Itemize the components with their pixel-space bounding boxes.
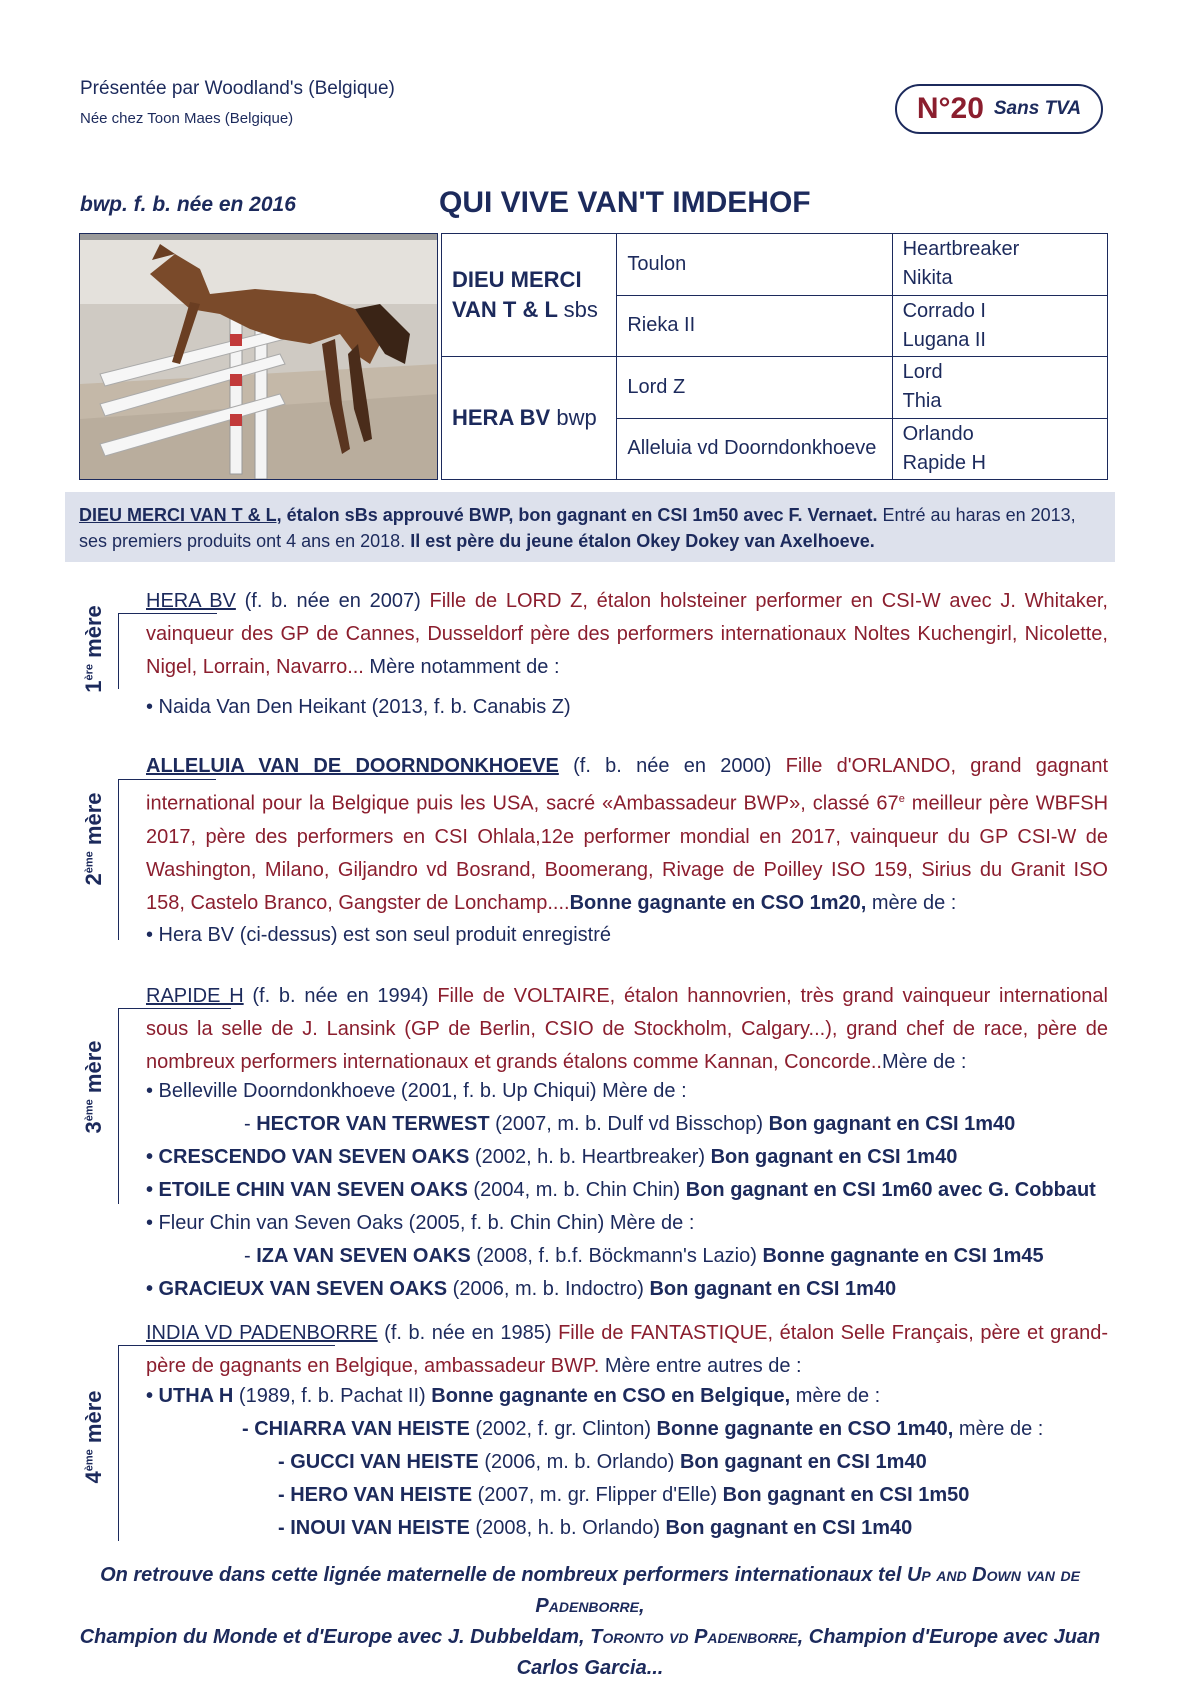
gen4-l5-name: - INOUI VAN HEISTE: [278, 1517, 470, 1539]
gen1-label-num: 1: [81, 680, 106, 693]
gen4-l3-perf: Bon gagnant en CSI 1m40: [674, 1451, 927, 1473]
footer-d: Champion du Monde et d'Europe avec J. Dubbeldam,: [79, 1626, 591, 1648]
gen1-label-word: mère: [81, 605, 106, 664]
gen4-line3: [278, 1451, 927, 1474]
gen4-name: INDIA VD PADENBORRE: [146, 1322, 378, 1344]
dam-suffix: bwp: [556, 405, 597, 430]
gen4-l1-perf: Bonne gagnante en CSO en Belgique,: [425, 1385, 791, 1407]
banner-normal2: ses premiers produits ont 4 ans en 2018.: [79, 531, 406, 551]
gen4-label-word: mère: [81, 1390, 106, 1450]
gen2-mother-of: mère de :: [866, 891, 957, 914]
sire-cell: [442, 234, 617, 357]
gen4-text: [146, 1317, 1108, 1383]
gen4-l2-perf: Bonne gagnante en CSO 1m40,: [651, 1418, 954, 1440]
lot-number: N°20: [916, 92, 984, 125]
gen4-line1: [146, 1385, 880, 1408]
gen3-desc: Fille de VOLTAIRE, étalon hannovrien, très grand vainqueur international sous la selle de J. Lansink (GP de Berlin, CSIO de Stockholm, Calgary...), grand chef de race, père de nombreux performers internationaux et grands étalons comme Kannan, Concorde..: [146, 985, 1108, 1073]
gen4-l2-info: (2002, f. gr. Clinton): [469, 1418, 651, 1440]
banner-sire-name: DIEU MERCI VAN T & L,: [79, 505, 282, 525]
gen1-text: [146, 585, 1108, 684]
sire-dam: Rieka II: [617, 295, 892, 357]
gen2-item: • Hera BV (ci-dessus) est son seul produit enregistré: [146, 924, 611, 946]
ggp-7: Orlando: [902, 422, 974, 445]
ggp-8: Rapide H: [902, 451, 986, 474]
presenter: Présentée par Woodland's (Belgique): [80, 78, 395, 99]
gen2-desc-sup: e: [898, 793, 905, 805]
ggp-cell: [892, 418, 1107, 480]
pedigree-table: [441, 233, 1108, 480]
gen3-label-num: 3: [81, 1121, 106, 1134]
gen4-desc: Fille de FANTASTIQUE, étalon Selle Français, père et grand-père de gagnants en Belgique, ambassadeur BWP.: [146, 1322, 1108, 1377]
ggp-4: Lugana II: [902, 328, 986, 351]
gen3-l2-perf: Bon gagnant en CSI 1m40: [763, 1113, 1016, 1135]
gen4-l1-info: (1989, f. b. Pachat II): [233, 1385, 426, 1407]
gen3-line1: • Belleville Doorndonkhoeve (2001, f. b. Up Chiqui) Mère de :: [146, 1080, 687, 1102]
vat-status: Sans TVA: [993, 98, 1082, 119]
gen3-line5: • Fleur Chin van Seven Oaks (2005, f. b. Chin Chin) Mère de :: [146, 1212, 695, 1234]
ggp-6: Thia: [902, 390, 942, 413]
banner-normal1: Entré au haras en 2013,: [877, 505, 1076, 525]
gen4-l2-tail: mère de :: [953, 1418, 1044, 1440]
gen2-label: [81, 759, 107, 919]
gen1-mother-of: Mère notamment de :: [363, 656, 560, 678]
breeder: Née chez Toon Maes (Belgique): [80, 110, 294, 127]
banner-bold1: étalon sBs approuvé BWP, bon gagnant en CSI 1m50 avec F. Vernaet.: [281, 505, 878, 525]
horse-jumping-image: [80, 234, 438, 480]
gen4-l4-perf: Bon gagnant en CSI 1m50: [717, 1484, 970, 1506]
gen3-line3: [146, 1146, 957, 1169]
dam-sire: Lord Z: [617, 357, 892, 419]
gen3-label: [81, 1007, 107, 1167]
gen3-l3-name: • CRESCENDO VAN SEVEN OAKS: [146, 1146, 470, 1168]
gen3-l4-perf: Bon gagnant en CSI 1m60 avec G. Cobbaut: [680, 1179, 1096, 1201]
ggp-1: Heartbreaker: [902, 238, 1020, 261]
gen1-intro: (f. b. née en 2007): [235, 590, 421, 612]
sire-suffix: sbs: [563, 297, 598, 322]
horse-photo: [79, 233, 438, 480]
gen2-desc-a: Fille d'ORLANDO, grand gagnant international pour la Belgique puis les USA, sacré «Ambassadeur BWP», classé 67: [146, 755, 1109, 815]
gen4-l1-tail: mère de :: [790, 1385, 881, 1407]
gen3-l3-perf: Bon gagnant en CSI 1m40: [705, 1146, 958, 1168]
gen3-l7-name: • GRACIEUX VAN SEVEN OAKS: [146, 1278, 448, 1300]
gen2-name: ALLELUIA VAN DE DOORNDONKHOEVE: [146, 755, 559, 777]
gen4-label-num: 4: [81, 1471, 106, 1484]
gen3-l7-info: (2006, m. b. Indoctro): [447, 1278, 644, 1300]
lot-badge: [895, 84, 1103, 134]
gen3-line6: [244, 1245, 1044, 1268]
gen4-l3-info: (2006, m. b. Orlando): [478, 1451, 675, 1473]
sire-sire: Toulon: [617, 234, 892, 296]
gen2-bracket: [118, 779, 119, 940]
gen3-l4-info: (2004, m. b. Chin Chin): [467, 1179, 681, 1201]
gen4-line5: [278, 1517, 912, 1540]
ggp-3: Corrado I: [902, 299, 986, 322]
gen1-desc: Fille de LORD Z, étalon holsteiner performer en CSI-W avec J. Whitaker, vainqueur des GP de Cannes, Dusseldorf père des performers internationaux Noltes Kuchengirl, Nicolette, Nigel, Lorrain, Navarro...: [146, 590, 1108, 678]
gen4-l2-name: - CHIARRA VAN HEISTE: [242, 1418, 470, 1440]
gen3-l2-info: (2007, m. b. Dulf vd Bisschop): [489, 1113, 764, 1135]
gen2-bold: Bonne gagnante en CSO 1m20,: [569, 891, 867, 914]
gen2-intro: (f. b. née en 2000): [558, 755, 772, 777]
gen4-line4: [278, 1484, 969, 1507]
gen3-mother-of: Mère de :: [881, 1051, 967, 1073]
horse-name: QUI VIVE VAN'T IMDEHOF: [439, 186, 811, 219]
sire-name: DIEU MERCI VAN T & L: [452, 267, 582, 322]
gen1-item: • Naida Van Den Heikant (2013, f. b. Canabis Z): [146, 696, 571, 718]
gen3-l6-perf: Bonne gagnante en CSI 1m45: [756, 1245, 1044, 1267]
gen1-label-sup: ère: [83, 663, 96, 681]
ggp-cell: [892, 295, 1107, 357]
gen3-l2-dash: -: [244, 1113, 257, 1135]
gen3-l3-info: (2002, h. b. Heartbreaker): [469, 1146, 706, 1168]
footer-note: [60, 1560, 1120, 1684]
gen3-intro: (f. b. née en 1994): [243, 985, 429, 1007]
sire-banner: [65, 492, 1115, 562]
footer-e: Toronto vd Padenborre: [590, 1626, 798, 1648]
gen4-l5-info: (2008, h. b. Orlando): [469, 1517, 660, 1539]
gen2-desc-b: meilleur père WBFSH 2017, père des performers en CSI Ohlala,12e performer mondial en 2017, vainqueur du GP CSI-W de Washington, Milano, Giljandro vd Bosrand, Boomerang, Rivage de Poilley ISO 159, Sirius du Granit ISO 158, Castelo Branco, Gangster de Lonchamp....: [146, 792, 1109, 914]
gen3-label-word: mère: [81, 1040, 106, 1100]
gen3-label-sup: ème: [83, 1099, 96, 1122]
gen2-text: [146, 750, 1108, 920]
banner-bold2: Il est père du jeune étalon Okey Dokey van Axelhoeve.: [405, 531, 875, 551]
ggp-cell: [892, 357, 1107, 419]
gen4-line2: [242, 1418, 1043, 1441]
gen3-line4: [146, 1179, 1096, 1202]
gen3-l4-name: • ETOILE CHIN VAN SEVEN OAKS: [146, 1179, 468, 1201]
gen4-label: [81, 1357, 107, 1517]
ggp-2: Nikita: [902, 267, 953, 290]
gen3-text: [146, 980, 1108, 1079]
footer-b: Up and Down van de Padenborre: [535, 1564, 1080, 1617]
dam-dam: Alleluia vd Doorndonkhoeve: [617, 418, 892, 480]
gen1-name: HERA BV: [146, 590, 236, 612]
gen4-label-sup: ème: [83, 1449, 96, 1472]
gen2-label-num: 2: [81, 873, 106, 886]
gen2-label-word: mère: [81, 792, 106, 852]
footer-c: ,: [639, 1595, 645, 1617]
gen4-l4-info: (2007, m. gr. Flipper d'Elle): [472, 1484, 718, 1506]
dam-name: HERA BV: [452, 405, 551, 430]
footer-a: On retrouve dans cette lignée maternelle de nombreux performers internationaux tel: [100, 1564, 907, 1586]
gen4-l5-perf: Bon gagnant en CSI 1m40: [659, 1517, 913, 1539]
gen3-l7-perf: Bon gagnant en CSI 1m40: [643, 1278, 897, 1300]
gen4-l4-name: - HERO VAN HEISTE: [278, 1484, 473, 1506]
gen3-l6-name: IZA VAN SEVEN OAKS: [256, 1245, 471, 1267]
footer-f: , Champion d'Europe avec Juan Carlos Garcia...: [516, 1626, 1101, 1679]
gen4-l3-name: - GUCCI VAN HEISTE: [278, 1451, 479, 1473]
gen2-label-sup: ème: [83, 851, 96, 874]
gen3-l6-dash: -: [244, 1245, 257, 1267]
gen4-l1-name: • UTHA H: [146, 1385, 234, 1407]
gen3-name: RAPIDE H: [146, 985, 244, 1007]
gen3-l6-info: (2008, f. b.f. Böckmann's Lazio): [470, 1245, 757, 1267]
gen4-intro: (f. b. née en 1985): [377, 1322, 552, 1344]
gen3-line2: [244, 1113, 1015, 1136]
gen3-line7: [146, 1278, 896, 1301]
breed-line: bwp. f. b. née en 2016: [80, 193, 296, 216]
ggp-5: Lord: [902, 361, 943, 384]
gen3-l2-name: HECTOR VAN TERWEST: [256, 1113, 490, 1135]
dam-cell: [442, 357, 617, 480]
ggp-cell: [892, 234, 1107, 296]
gen1-label: [81, 569, 107, 729]
gen4-mother-of: Mère entre autres de :: [599, 1355, 802, 1377]
